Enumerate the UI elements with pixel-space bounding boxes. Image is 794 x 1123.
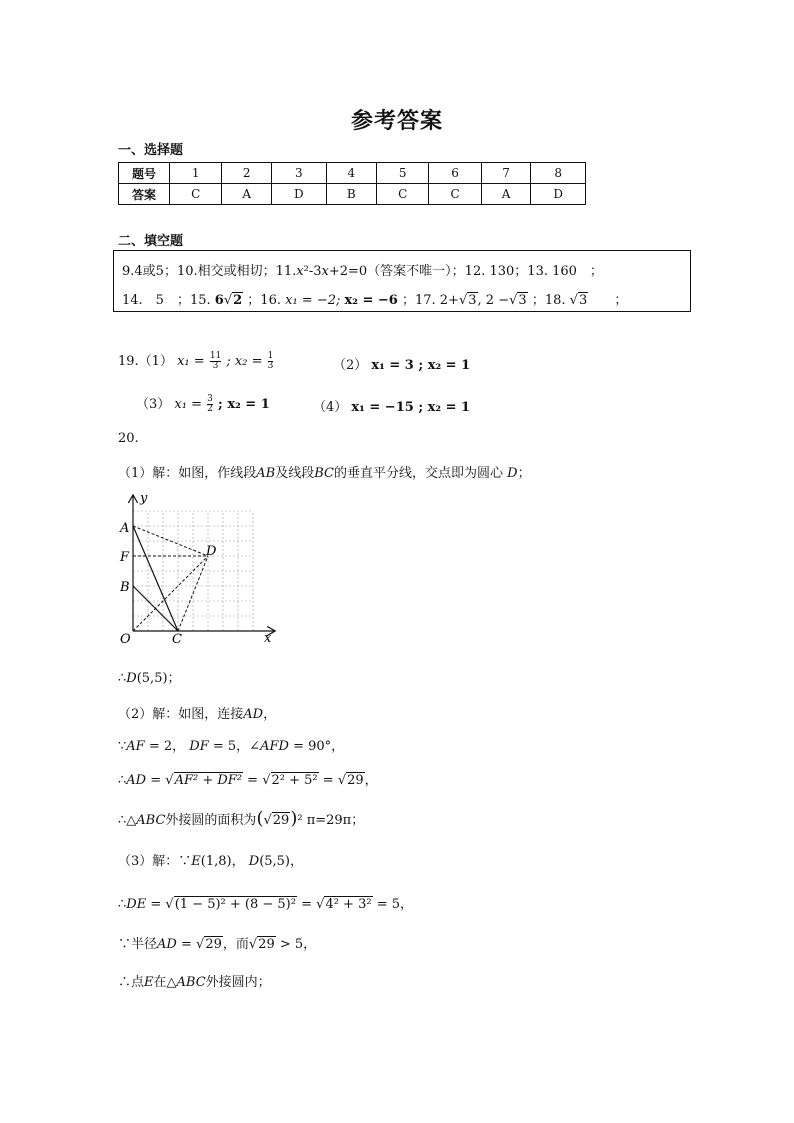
- q19-part3: [136, 393, 270, 414]
- table-cell: 5: [377, 163, 429, 184]
- q19-math: x₁ =: [177, 354, 205, 369]
- table-cell: 6: [429, 163, 481, 184]
- sqrt-sign: √: [196, 937, 205, 952]
- text: = 90°，: [293, 739, 345, 754]
- math: ABC: [136, 813, 166, 828]
- text: =: [247, 773, 259, 788]
- label-a: A: [120, 521, 130, 536]
- fill-text: +2=0（答案不唯一）；12. 130；13. 160 ；: [328, 264, 603, 279]
- text: ∵: [118, 739, 127, 754]
- math: AD: [243, 707, 264, 722]
- table-cell: C: [429, 184, 481, 205]
- q20-step1: [118, 462, 531, 481]
- math: AFD: [260, 739, 289, 754]
- sqrt-sign: √: [509, 293, 518, 308]
- fill-text: , 2 −: [477, 293, 510, 308]
- table-row-answers: [119, 184, 586, 205]
- q19-part1: [118, 350, 274, 371]
- math: DF: [189, 739, 209, 754]
- q19-label: （4）: [313, 400, 348, 415]
- numerator: 11: [209, 351, 222, 361]
- label-d: D: [206, 544, 217, 559]
- text: (1,8)，: [200, 854, 245, 869]
- table-cell: A: [481, 184, 531, 205]
- math: AD: [157, 937, 177, 952]
- text: = 2，: [148, 739, 186, 754]
- text: (5,5)；: [136, 671, 181, 686]
- q19-math: x₁ = 3 ; x₂ = 1: [371, 358, 471, 373]
- sqrt-radicand: 3: [578, 293, 588, 308]
- sqrt-radicand: 2: [233, 293, 243, 308]
- label-b: B: [120, 580, 130, 595]
- sqrt-sign: √: [569, 293, 578, 308]
- text: ∴: [118, 773, 127, 788]
- table-cell: 3: [272, 163, 327, 184]
- q19-label: 19.（1）: [118, 354, 173, 369]
- math: AD: [126, 773, 147, 788]
- text: （2）解：如图，连接: [118, 707, 244, 722]
- denominator: 3: [267, 361, 274, 371]
- text: 的垂直平分线，交点即为圆心: [334, 466, 504, 481]
- q20-d-coordinates: [118, 667, 181, 686]
- sqrt-radicand: 4² + 3²: [325, 897, 372, 912]
- fill-answers-box: [113, 250, 691, 312]
- text: =: [150, 897, 162, 912]
- table-cell: 4: [326, 163, 376, 184]
- math: E: [144, 975, 154, 990]
- numerator: 1: [267, 351, 274, 361]
- segment-od: [133, 556, 208, 631]
- text: 及线段: [275, 466, 315, 481]
- fraction: [268, 352, 274, 371]
- fill-math: x₁ = −2;: [285, 293, 341, 308]
- q20-step3-radius: [118, 933, 316, 952]
- text: ∴点: [118, 975, 145, 990]
- q20-label: 20.: [118, 431, 139, 446]
- sqrt-radicand: 2² + 5²: [271, 773, 318, 788]
- text: =: [322, 773, 334, 788]
- q19-math: ; x₂ = 1: [218, 397, 270, 412]
- fraction: [210, 352, 221, 371]
- q20-step3: [118, 850, 303, 869]
- fill-math: x: [296, 264, 304, 279]
- math: D: [126, 671, 137, 686]
- label-x: x: [264, 631, 272, 646]
- text: =: [301, 897, 312, 912]
- fill-text: ；17. 2+: [401, 293, 459, 308]
- math: ABC: [176, 975, 206, 990]
- label-o: O: [120, 632, 131, 647]
- fill-math: x₂ = −6: [344, 293, 398, 308]
- math: D: [507, 466, 518, 481]
- q19-part2: [333, 354, 470, 373]
- table-cell: B: [326, 184, 376, 205]
- text: ∴: [118, 671, 127, 686]
- label-y: y: [140, 491, 148, 506]
- sqrt-sign: √: [263, 813, 272, 828]
- table-cell: 2: [222, 163, 272, 184]
- table-cell: C: [170, 184, 222, 205]
- sqrt-radicand: 3: [468, 293, 477, 308]
- fill-text: ；: [614, 293, 628, 308]
- sqrt-radicand: 29: [205, 937, 222, 952]
- sqrt-sign: √: [262, 773, 271, 788]
- q20-step2: [118, 703, 276, 722]
- text: ；: [517, 466, 531, 481]
- math: BC: [314, 466, 334, 481]
- text: ，: [364, 773, 378, 788]
- section-choice-heading: 一、选择题: [118, 143, 184, 158]
- sqrt-radicand: 29: [347, 773, 364, 788]
- q20-step2-ad: [118, 769, 378, 788]
- label-c: C: [172, 632, 182, 647]
- sqrt-sign: √: [248, 937, 258, 952]
- denominator: 3: [212, 361, 219, 371]
- sqrt-sign: √: [316, 897, 325, 912]
- text: ，: [263, 707, 277, 722]
- fill-math: 6: [214, 293, 224, 308]
- fill-text: ；16.: [247, 293, 281, 308]
- math: DE: [126, 897, 147, 912]
- table-header-number: 题号: [119, 163, 170, 184]
- math: D: [248, 854, 260, 869]
- fill-line-2: [122, 289, 627, 308]
- text: ∴△: [118, 813, 137, 828]
- label-f: F: [120, 550, 130, 565]
- q19-label: （3）: [136, 397, 171, 412]
- table-cell: D: [272, 184, 327, 205]
- denominator: 2: [207, 404, 213, 414]
- q19-math: ; x₂ =: [226, 354, 263, 369]
- table-header-answer: 答案: [119, 184, 170, 205]
- table-cell: C: [377, 184, 429, 205]
- q19-part4: [313, 396, 470, 415]
- text: 外接圆内；: [205, 975, 271, 990]
- fill-text: 9.4或5；10.相交或相切；11.: [122, 264, 297, 279]
- sqrt-radicand: 29: [272, 813, 290, 828]
- q20-conclusion: [118, 971, 271, 990]
- table-cell: 7: [481, 163, 531, 184]
- table-row-numbers: [119, 163, 586, 184]
- text: ∴: [118, 897, 127, 912]
- numerator: 3: [207, 394, 213, 404]
- text: = 5，: [376, 897, 413, 912]
- math: AB: [256, 466, 276, 481]
- text: ∵半径: [118, 937, 158, 952]
- sqrt-radicand: 3: [518, 293, 527, 308]
- math: AF: [126, 739, 145, 754]
- text: =: [180, 937, 192, 952]
- q20-step2-given: [118, 735, 344, 754]
- fill-text: ²-3: [303, 264, 322, 279]
- text: > 5，: [279, 937, 317, 952]
- table-cell: D: [531, 184, 586, 205]
- text: （1）解：如图，作线段: [118, 466, 257, 481]
- text: ² π=29π；: [297, 813, 365, 828]
- fraction: [207, 395, 213, 414]
- text: =: [150, 773, 162, 788]
- q19-label: （2）: [333, 358, 368, 373]
- math: E: [191, 854, 201, 869]
- sqrt-radicand: AF² + DF²: [174, 773, 243, 788]
- coordinate-graph: [112, 490, 282, 650]
- text: = 5，∠: [212, 739, 261, 754]
- table-cell: A: [222, 184, 272, 205]
- fill-line-1: [122, 260, 603, 279]
- sqrt-radicand: 29: [258, 937, 275, 952]
- table-cell: 1: [170, 163, 222, 184]
- sqrt-radicand: (1 − 5)² + (8 − 5)²: [174, 897, 296, 912]
- fill-math: x: [321, 264, 329, 279]
- text: ，而: [222, 937, 249, 952]
- q20-step3-de: [118, 893, 413, 912]
- text: 在△: [153, 975, 177, 990]
- page-title: 参考答案: [350, 109, 443, 134]
- fill-text: ；18.: [531, 293, 566, 308]
- section-fill-heading: 二、填空题: [118, 234, 184, 249]
- sqrt-sign: √: [165, 773, 174, 788]
- sqrt-sign: √: [458, 293, 468, 308]
- sqrt-sign: √: [337, 773, 347, 788]
- q20-step2-area: ∴△ABC外接圆的面积为(√29)² π=29π；: [118, 808, 365, 829]
- q19-math: x₁ =: [174, 397, 202, 412]
- sqrt-sign: √: [165, 897, 174, 912]
- text: (5,5)，: [259, 854, 304, 869]
- text: （3）解：∵: [118, 854, 192, 869]
- q19-math: x₁ = −15 ; x₂ = 1: [351, 400, 471, 415]
- fill-text: 14. 5 ；15.: [122, 293, 211, 308]
- sqrt-sign: √: [223, 293, 233, 308]
- table-cell: 8: [531, 163, 586, 184]
- segment-cd: [178, 556, 208, 631]
- answer-table: [118, 162, 586, 205]
- text: 外接圆的面积为: [165, 813, 257, 828]
